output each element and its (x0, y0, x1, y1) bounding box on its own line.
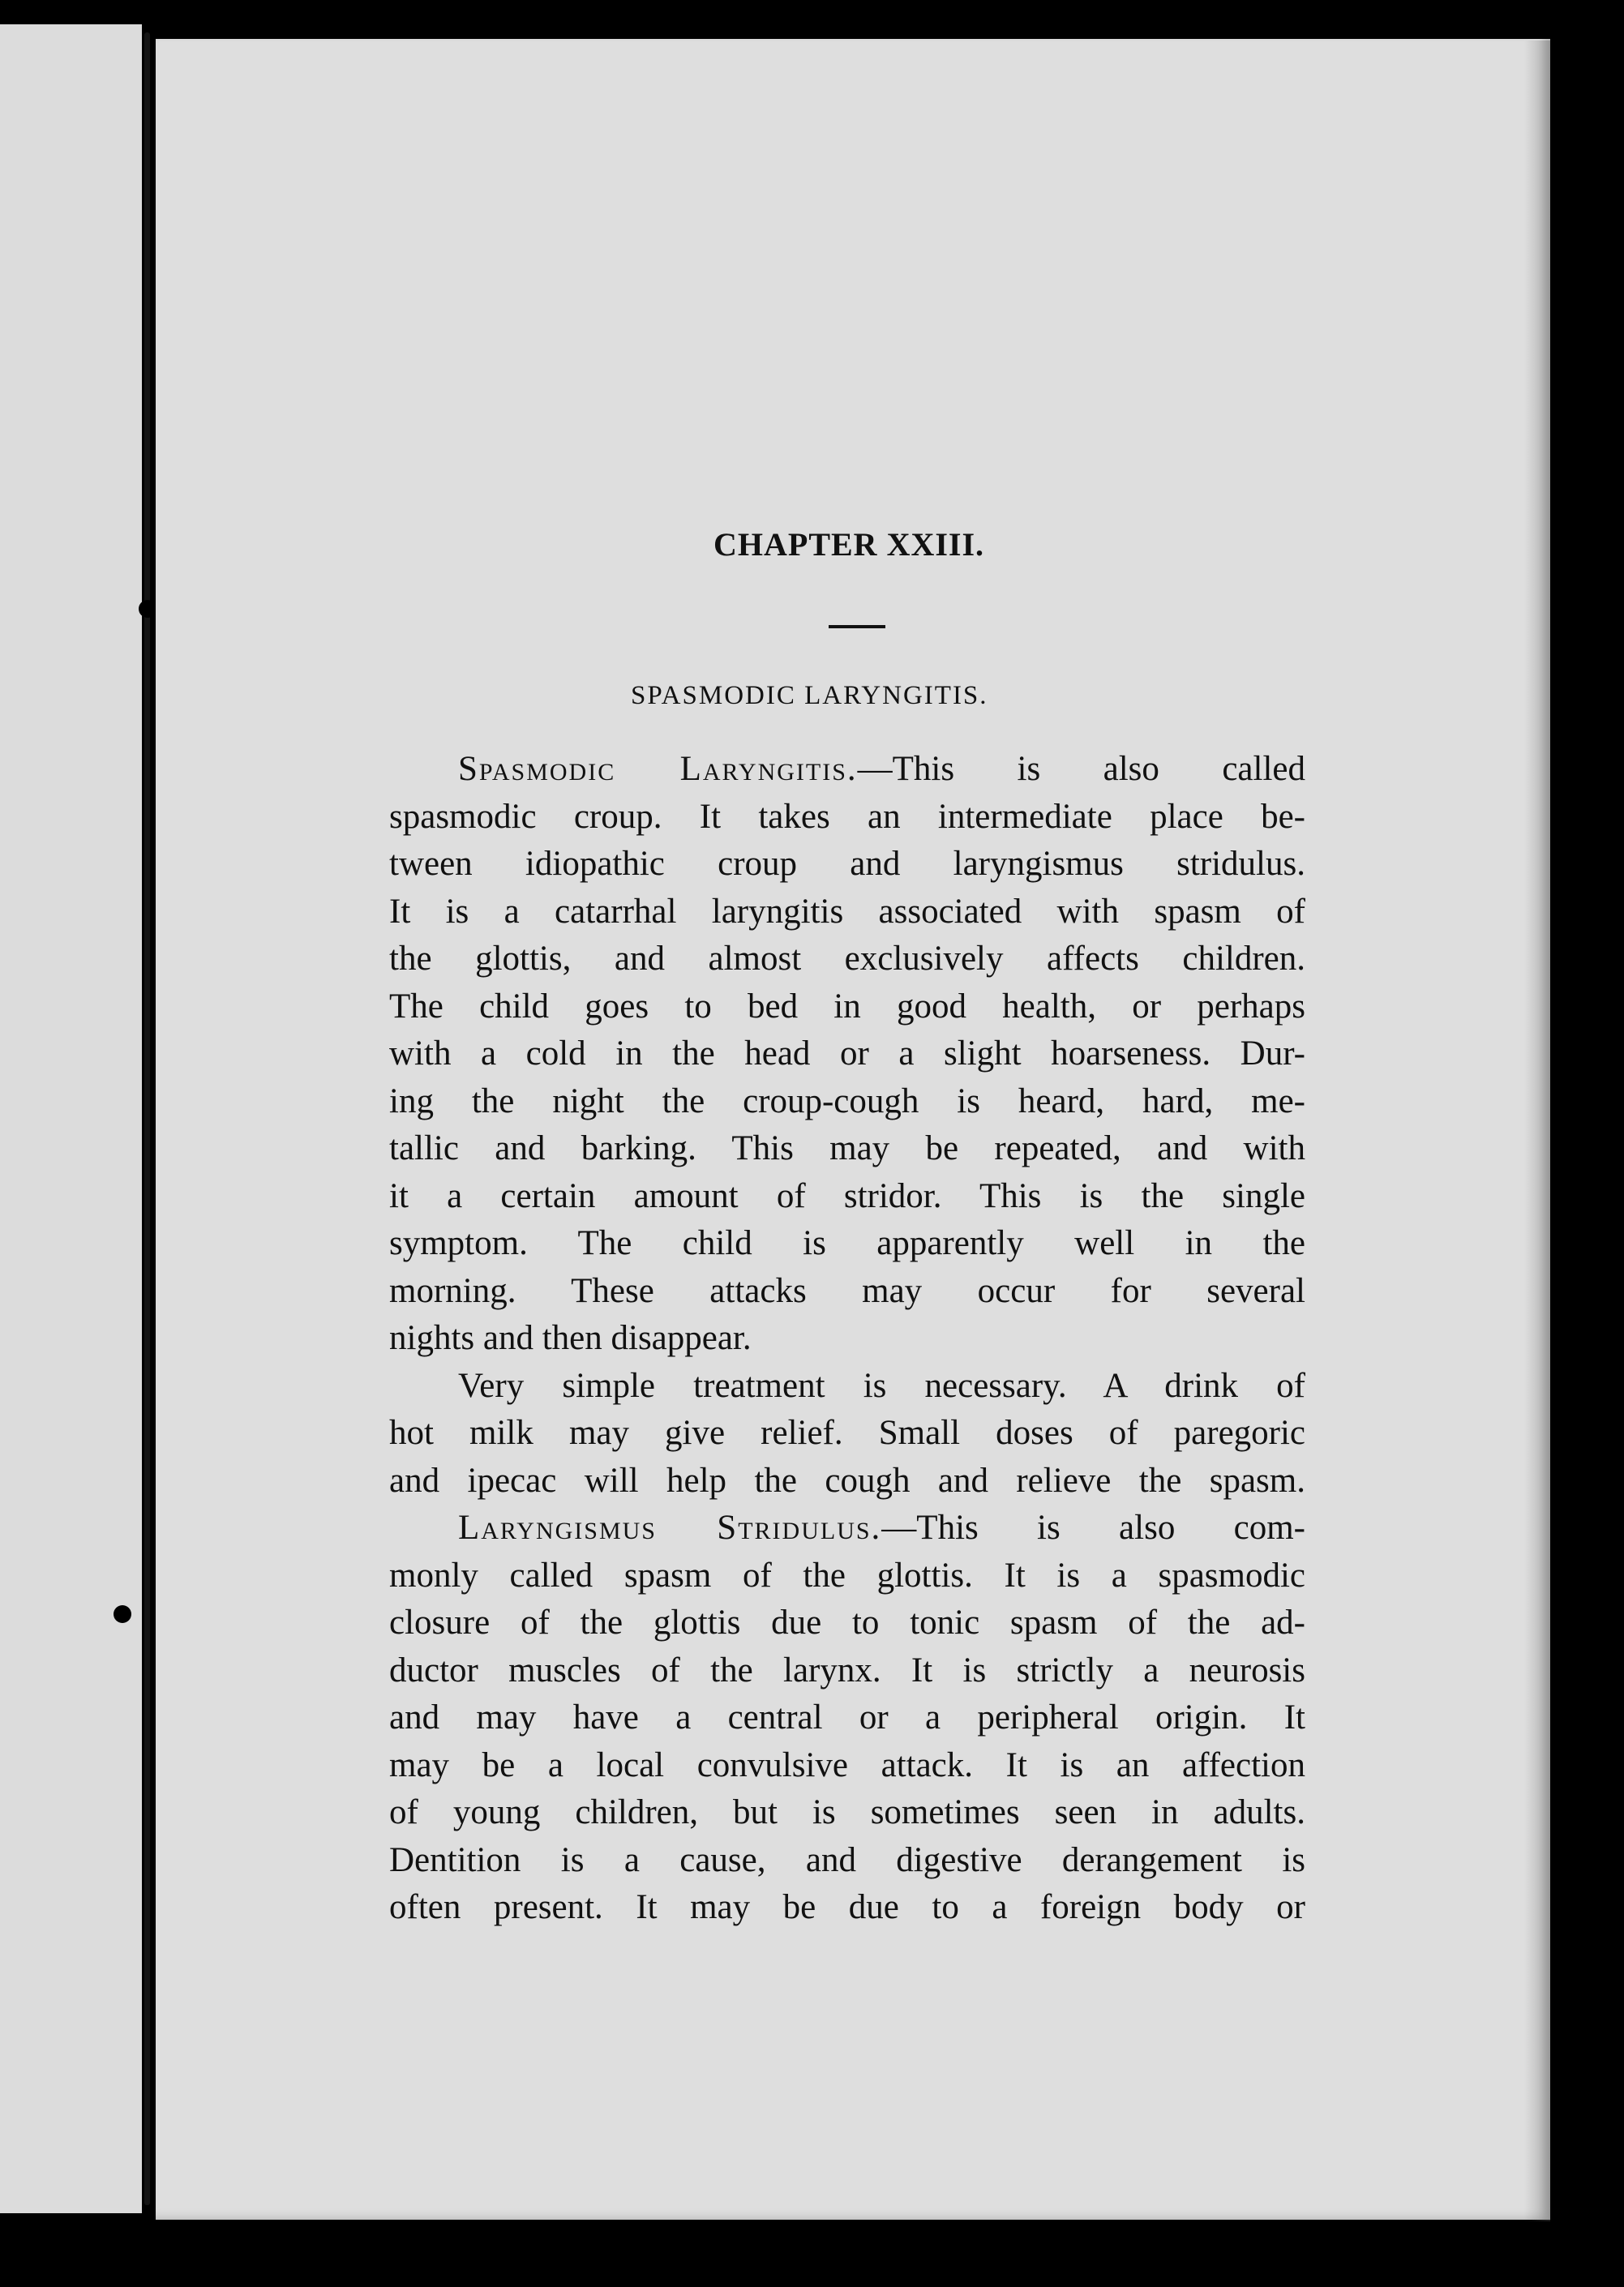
paragraph-lead-in: Spasmodic Laryngitis. (458, 750, 858, 788)
spine-binding-mark (139, 600, 156, 618)
text-line: Dentition is a cause, and digestive derangement is (389, 1840, 1305, 1879)
text-line: may be a local convulsive attack. It is an affection (389, 1745, 1305, 1784)
text-line: hot milk may give relief. Small doses of paregoric (389, 1414, 1305, 1452)
text-line: ing the night the croup-cough is heard, hard, me- (389, 1081, 1305, 1120)
text-line: ductor muscles of the larynx. It is strictly a neurosis (389, 1651, 1305, 1690)
heading-rule (829, 625, 885, 628)
section-heading: SPASMODIC LARYNGITIS. (631, 681, 988, 710)
text-line: nights and then disappear. (389, 1319, 752, 1357)
page-edge-shadow (1524, 41, 1550, 2221)
text-line: tallic and barking. This may be repeated, and with (389, 1129, 1305, 1167)
page-body (389, 746, 1305, 1932)
text-line: it a certain amount of stridor. This is the single (389, 1176, 1305, 1215)
text-line: the glottis, and almost exclusively affects children. (389, 940, 1305, 978)
chapter-heading: CHAPTER XXIII. (713, 526, 985, 563)
facing-page-edge (0, 24, 142, 2213)
text-line-content: —This is also com- (881, 1509, 1305, 1547)
text-line (389, 1505, 1305, 1553)
text-line: and ipecac will help the cough and relieve the spasm. (389, 1461, 1305, 1500)
text-line: symptom. The child is apparently well in the (389, 1224, 1305, 1262)
book-spine (144, 32, 150, 2205)
text-line: monly called spasm of the glottis. It is a spasmodic (389, 1556, 1305, 1595)
text-line: The child goes to bed in good health, or perhaps (389, 987, 1305, 1026)
text-line-content: —This is also called (857, 750, 1305, 788)
text-line: and may have a central or a peripheral origin. It (389, 1698, 1305, 1737)
text-line: Very simple treatment is necessary. A drink of (458, 1366, 1305, 1405)
text-line: with a cold in the head or a slight hoarseness. Dur- (389, 1034, 1305, 1073)
text-line: spasmodic croup. It takes an intermediate place be- (389, 797, 1305, 836)
text-line (389, 746, 1305, 794)
text-line: often present. It may be due to a foreign body or (389, 1888, 1305, 1926)
text-line: of young children, but is sometimes seen in adults. (389, 1793, 1305, 1831)
text-line: morning. These attacks may occur for several (389, 1271, 1305, 1310)
text-line: It is a catarrhal laryngitis associated with spasm of (389, 892, 1305, 931)
spine-binding-mark (114, 1605, 131, 1623)
text-line: tween idiopathic croup and laryngismus stridulus. (389, 845, 1305, 883)
text-line: closure of the glottis due to tonic spasm of the ad- (389, 1604, 1305, 1642)
paragraph-lead-in: Laryngismus Stridulus. (458, 1509, 882, 1547)
